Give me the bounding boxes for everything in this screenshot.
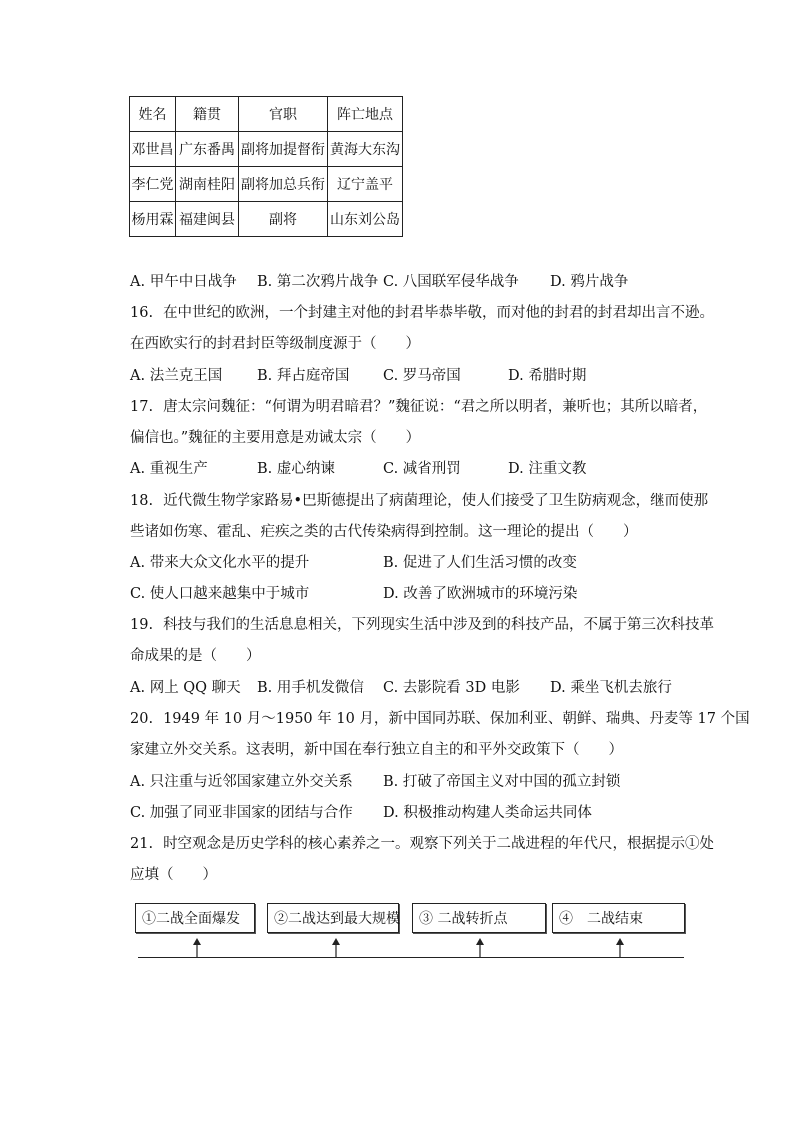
option-a: A. 带来大众文化水平的提升 xyxy=(130,555,310,571)
table-cell: 副将加总兵衔 xyxy=(239,167,328,202)
table-header-cell: 阵亡地点 xyxy=(328,97,403,132)
option-c: C. 使人口越来越集中于城市 xyxy=(130,586,310,602)
option-d: D. 希腊时期 xyxy=(508,368,587,384)
arrow-up-icon xyxy=(476,938,484,957)
option-c: C. 加强了同亚非国家的团结与合作 xyxy=(130,805,353,821)
question-number: 21. xyxy=(130,836,154,852)
option-a: A. 重视生产 xyxy=(130,461,208,477)
table-cell: 福建闽县 xyxy=(176,202,239,237)
question-19-line2: 命成果的是（ ） xyxy=(130,648,261,664)
question-text: 科技与我们的生活息息相关，下列现实生活中涉及到的科技产品，不属于第三次科技革 xyxy=(163,617,715,633)
question-number: 17. xyxy=(130,399,154,415)
question-20-line2: 家建立外交关系。这表明，新中国在奉行独立自主的和平外交政策下（ ） xyxy=(130,742,623,758)
arrow-up-icon xyxy=(332,938,340,957)
option-d: D. 注重文教 xyxy=(508,461,587,477)
table-cell: 辽宁盖平 xyxy=(328,167,403,202)
option-b: B. 拜占庭帝国 xyxy=(257,368,350,384)
question-text: 在中世纪的欧洲，一个封建主对他的封君毕恭毕敬，而对他的封君的封君却出言不逊。 xyxy=(163,305,715,321)
table-header-cell: 姓名 xyxy=(130,97,176,132)
table-cell: 广东番禺 xyxy=(176,132,239,167)
option-a: A. 甲午中日战争 xyxy=(130,274,237,290)
question-16-line2: 在西欧实行的封君封臣等级制度源于（ ） xyxy=(130,336,420,352)
table-cell: 李仁党 xyxy=(130,167,176,202)
option-b: B. 打破了帝国主义对中国的孤立封锁 xyxy=(383,774,621,790)
option-b: B. 用手机发微信 xyxy=(257,680,364,696)
officers-table xyxy=(129,96,403,237)
timeline-box-3: ③ 二战转折点 xyxy=(412,903,546,933)
timeline-axis xyxy=(138,957,684,958)
question-number: 20. xyxy=(130,711,154,727)
timeline-box-2: ②二战达到最大规模 xyxy=(267,903,399,933)
option-c: C. 减省刑罚 xyxy=(383,461,461,477)
question-19-line1 xyxy=(130,615,714,635)
table-header-cell: 籍贯 xyxy=(176,97,239,132)
question-16-line1 xyxy=(130,303,714,323)
option-a: A. 网上 QQ 聊天 xyxy=(130,680,241,696)
option-d: D. 乘坐飞机去旅行 xyxy=(550,680,672,696)
table-cell: 副将加提督衔 xyxy=(239,132,328,167)
table-row xyxy=(130,132,403,167)
table-cell: 副将 xyxy=(239,202,328,237)
option-d: D. 改善了欧洲城市的环境污染 xyxy=(383,586,578,602)
question-18-line1 xyxy=(130,491,708,511)
table-cell: 黄海大东沟 xyxy=(328,132,403,167)
question-17-line2: 偏信也。”魏征的主要用意是劝诫太宗（ ） xyxy=(130,430,421,446)
option-a: A. 只注重与近邻国家建立外交关系 xyxy=(130,774,353,790)
question-21-line1 xyxy=(130,834,714,854)
table-cell: 山东刘公岛 xyxy=(328,202,403,237)
table-cell: 邓世昌 xyxy=(130,132,176,167)
question-number: 18. xyxy=(130,493,154,509)
option-c: C. 八国联军侵华战争 xyxy=(383,274,519,290)
table-cell: 湖南桂阳 xyxy=(176,167,239,202)
timeline-box-4: ④ 二战结束 xyxy=(552,903,685,933)
question-text: 时空观念是历史学科的核心素养之一。观察下列关于二战进程的年代尺，根据提示①处 xyxy=(163,836,715,852)
table-row xyxy=(130,167,403,202)
table-cell: 杨用霖 xyxy=(130,202,176,237)
question-text: 唐太宗问魏征：“何谓为明君暗君？”魏征说：“君之所以明者，兼听也；其所以暗者， xyxy=(163,399,708,415)
option-c: C. 罗马帝国 xyxy=(383,368,461,384)
question-20-line1 xyxy=(130,709,750,729)
option-a: A. 法兰克王国 xyxy=(130,368,223,384)
option-d: D. 积极推动构建人类命运共同体 xyxy=(383,805,592,821)
question-number: 19. xyxy=(130,617,154,633)
question-text: 近代微生物学家路易•巴斯德提出了病菌理论，使人们接受了卫生防病观念，继而使那 xyxy=(163,493,709,509)
question-text: 1949 年 10 月～1950 年 10 月，新中国同苏联、保加利亚、朝鲜、瑞典、丹麦等 17 个国 xyxy=(163,711,750,727)
option-b: B. 虚心纳谏 xyxy=(257,461,335,477)
option-d: D. 鸦片战争 xyxy=(550,274,629,290)
question-number: 16. xyxy=(130,305,154,321)
table-row xyxy=(130,202,403,237)
option-b: B. 促进了人们生活习惯的改变 xyxy=(383,555,577,571)
timeline-box-1: ①二战全面爆发 xyxy=(135,903,255,933)
table-header-row xyxy=(130,97,403,132)
option-c: C. 去影院看 3D 电影 xyxy=(383,680,520,696)
arrow-up-icon xyxy=(193,938,201,957)
question-17-line1 xyxy=(130,397,707,417)
question-18-line2: 些诸如伤寒、霍乱、疟疾之类的古代传染病得到控制。这一理论的提出（ ） xyxy=(130,524,638,540)
table-header-cell: 官职 xyxy=(239,97,328,132)
arrow-up-icon xyxy=(616,938,624,957)
question-21-line2: 应填（ ） xyxy=(130,867,217,883)
ww2-timeline xyxy=(130,898,690,968)
option-b: B. 第二次鸦片战争 xyxy=(257,274,379,290)
